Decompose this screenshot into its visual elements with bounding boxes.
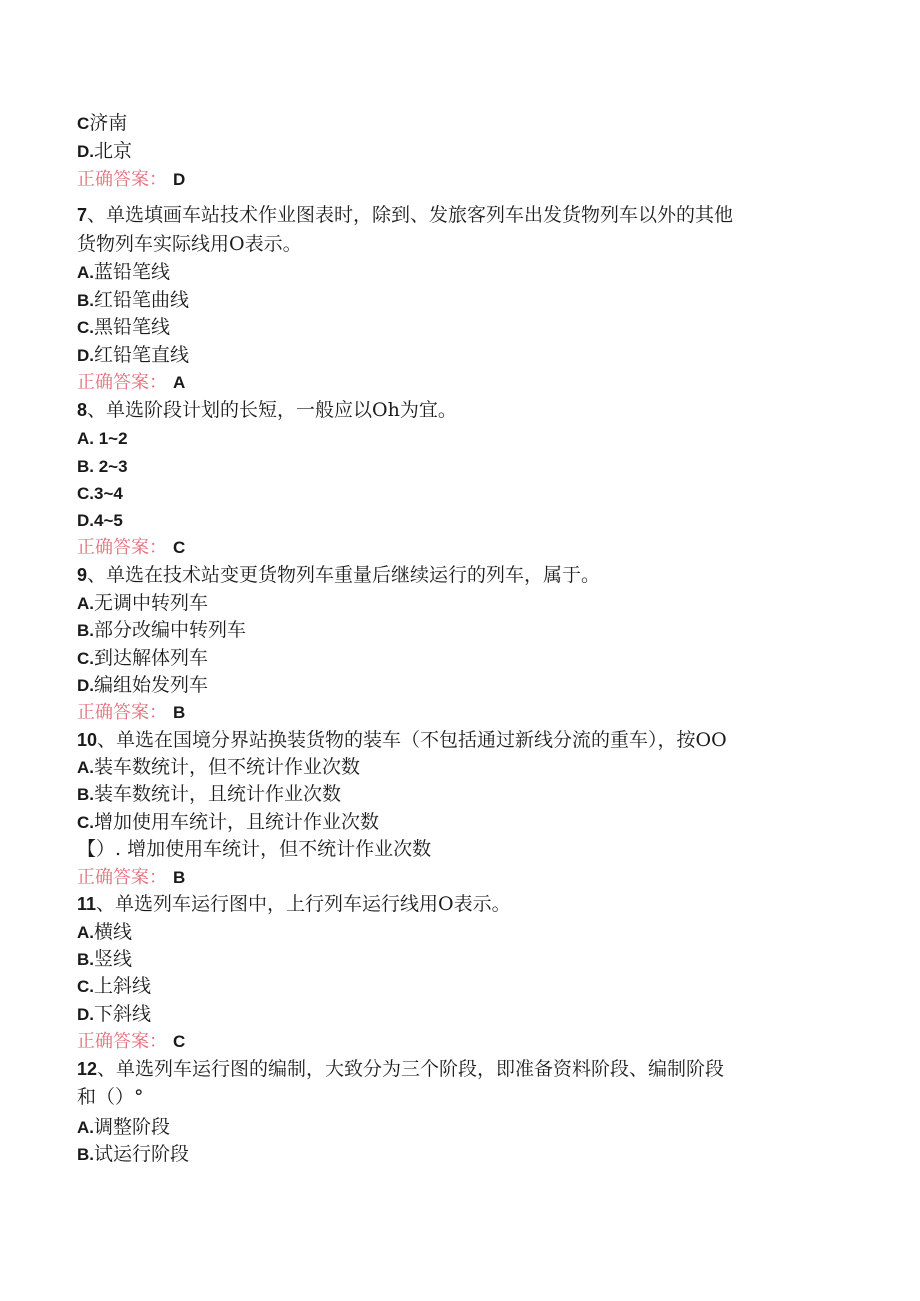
option-key: B. xyxy=(77,621,94,640)
option-line xyxy=(77,754,877,781)
answer-value: C xyxy=(173,538,186,557)
option-text: 编组始发列车 xyxy=(94,674,209,696)
answer-label: 正确答案： xyxy=(77,702,167,723)
answer-value: B xyxy=(173,868,186,887)
option-key: C. xyxy=(77,318,94,337)
option-text: 济南 xyxy=(89,112,128,134)
option-key: B. xyxy=(77,785,94,804)
answer-line xyxy=(77,534,877,561)
option-key: D. xyxy=(77,1005,94,1024)
answer-value: C xyxy=(173,1032,186,1051)
answer-label: 正确答案： xyxy=(77,372,167,393)
answer-value: B xyxy=(173,703,186,722)
question-text: 、单选填画车站技术作业图表时，除到、发旅客列车出发货物列车以外的其他 xyxy=(87,204,734,226)
question-line xyxy=(77,1084,877,1110)
option-text: 横线 xyxy=(94,921,133,943)
option-line xyxy=(77,590,877,617)
option-text: 红铅笔直线 xyxy=(94,344,190,366)
option-key: C. xyxy=(77,649,94,668)
question-number: 12 xyxy=(77,1059,98,1079)
option-text: 增加使用车统计，且统计作业次数 xyxy=(94,811,380,833)
question-text: 、单选阶段计划的长短，一般应以Oh为宜。 xyxy=(87,399,457,421)
answer-label: 正确答案： xyxy=(77,867,167,888)
option-key: C. xyxy=(77,813,94,832)
option-line xyxy=(77,809,877,836)
option-line xyxy=(77,645,877,672)
option-line xyxy=(77,314,877,341)
option-key: D. xyxy=(77,142,94,161)
option-text: 无调中转列车 xyxy=(94,592,209,614)
option-text: 黑铅笔线 xyxy=(94,316,171,338)
option-text: 2~3 xyxy=(94,457,128,476)
question-number: 9 xyxy=(77,565,88,585)
question-number: 8 xyxy=(77,400,88,420)
question-line xyxy=(77,397,877,423)
question-line xyxy=(77,891,877,917)
question-line xyxy=(77,727,877,753)
option-key: B. xyxy=(77,457,94,476)
answer-value: D xyxy=(173,170,186,189)
question-text: 货物列车实际线用O表示。 xyxy=(77,233,302,255)
answer-line xyxy=(77,166,877,193)
option-key: C. xyxy=(77,484,94,503)
option-line xyxy=(77,342,877,369)
option-key: A. xyxy=(77,594,94,613)
question-text: 和（）° xyxy=(77,1086,144,1108)
option-line xyxy=(77,138,877,165)
answer-label: 正确答案： xyxy=(77,537,167,558)
option-text: 装车数统计，但不统计作业次数 xyxy=(94,756,361,778)
answer-value: A xyxy=(173,373,186,392)
option-line xyxy=(77,110,877,137)
option-key: D. xyxy=(77,511,94,530)
question-text: 、单选在国境分界站换装货物的装车（不包括通过新线分流的重车），按OO xyxy=(97,729,727,751)
answer-label: 正确答案： xyxy=(77,1031,167,1052)
option-line xyxy=(77,1141,877,1168)
option-line xyxy=(77,259,877,286)
option-key: A. xyxy=(77,263,94,282)
option-line xyxy=(77,453,877,480)
option-text: 部分改编中转列车 xyxy=(94,619,247,641)
question-line xyxy=(77,202,877,228)
option-line xyxy=(77,287,877,314)
option-line xyxy=(77,836,877,862)
option-line xyxy=(77,672,877,699)
option-line xyxy=(77,919,877,946)
option-key: D. xyxy=(77,346,94,365)
option-line xyxy=(77,1114,877,1141)
option-text: 装车数统计，且统计作业次数 xyxy=(94,783,342,805)
option-text: 调整阶段 xyxy=(94,1116,171,1138)
question-text: 、单选列车运行图的编制，大致分为三个阶段，即准备资料阶段、编制阶段 xyxy=(97,1058,725,1080)
answer-line xyxy=(77,369,877,396)
question-number: 7 xyxy=(77,205,88,225)
option-text: 到达解体列车 xyxy=(94,647,209,669)
option-text: 试运行阶段 xyxy=(94,1143,190,1165)
option-text: 竖线 xyxy=(94,948,133,970)
option-line xyxy=(77,781,877,808)
option-text: 上斜线 xyxy=(94,975,152,997)
option-line xyxy=(77,973,877,1000)
option-line xyxy=(77,507,877,534)
answer-line xyxy=(77,864,877,891)
option-text: 下斜线 xyxy=(94,1003,152,1025)
option-text: 4~5 xyxy=(94,511,123,530)
option-key: B. xyxy=(77,1145,94,1164)
option-key: A. xyxy=(77,1118,94,1137)
option-text: 1~2 xyxy=(94,429,128,448)
option-key: D. xyxy=(77,676,94,695)
question-number: 10 xyxy=(77,730,98,750)
question-number: 11 xyxy=(77,894,97,914)
question-line xyxy=(77,562,877,588)
option-text: 3~4 xyxy=(94,484,123,503)
option-text: 增加使用车统计，但不统计作业次数 xyxy=(121,838,432,860)
question-text: 、单选列车运行图中，上行列车运行线用O表示。 xyxy=(96,893,511,915)
option-key: C xyxy=(77,114,90,133)
option-key: B. xyxy=(77,950,94,969)
answer-label: 正确答案： xyxy=(77,169,167,190)
option-text: 北京 xyxy=(94,140,133,162)
option-line xyxy=(77,617,877,644)
option-key: C. xyxy=(77,977,94,996)
option-text: 蓝铅笔线 xyxy=(94,261,171,283)
option-text: 红铅笔曲线 xyxy=(94,289,190,311)
question-line xyxy=(77,231,877,257)
option-line xyxy=(77,1001,877,1028)
question-line xyxy=(77,1056,877,1082)
option-key: B. xyxy=(77,291,94,310)
option-line xyxy=(77,425,877,452)
option-key: A. xyxy=(77,758,94,777)
option-key: A. xyxy=(77,429,94,448)
answer-line xyxy=(77,1028,877,1055)
question-text: 、单选在技术站变更货物列车重量后继续运行的列车，属于。 xyxy=(87,564,601,586)
option-line xyxy=(77,946,877,973)
option-line xyxy=(77,480,877,507)
option-key: A. xyxy=(77,923,94,942)
answer-line xyxy=(77,699,877,726)
option-key: 【）. xyxy=(77,838,122,860)
